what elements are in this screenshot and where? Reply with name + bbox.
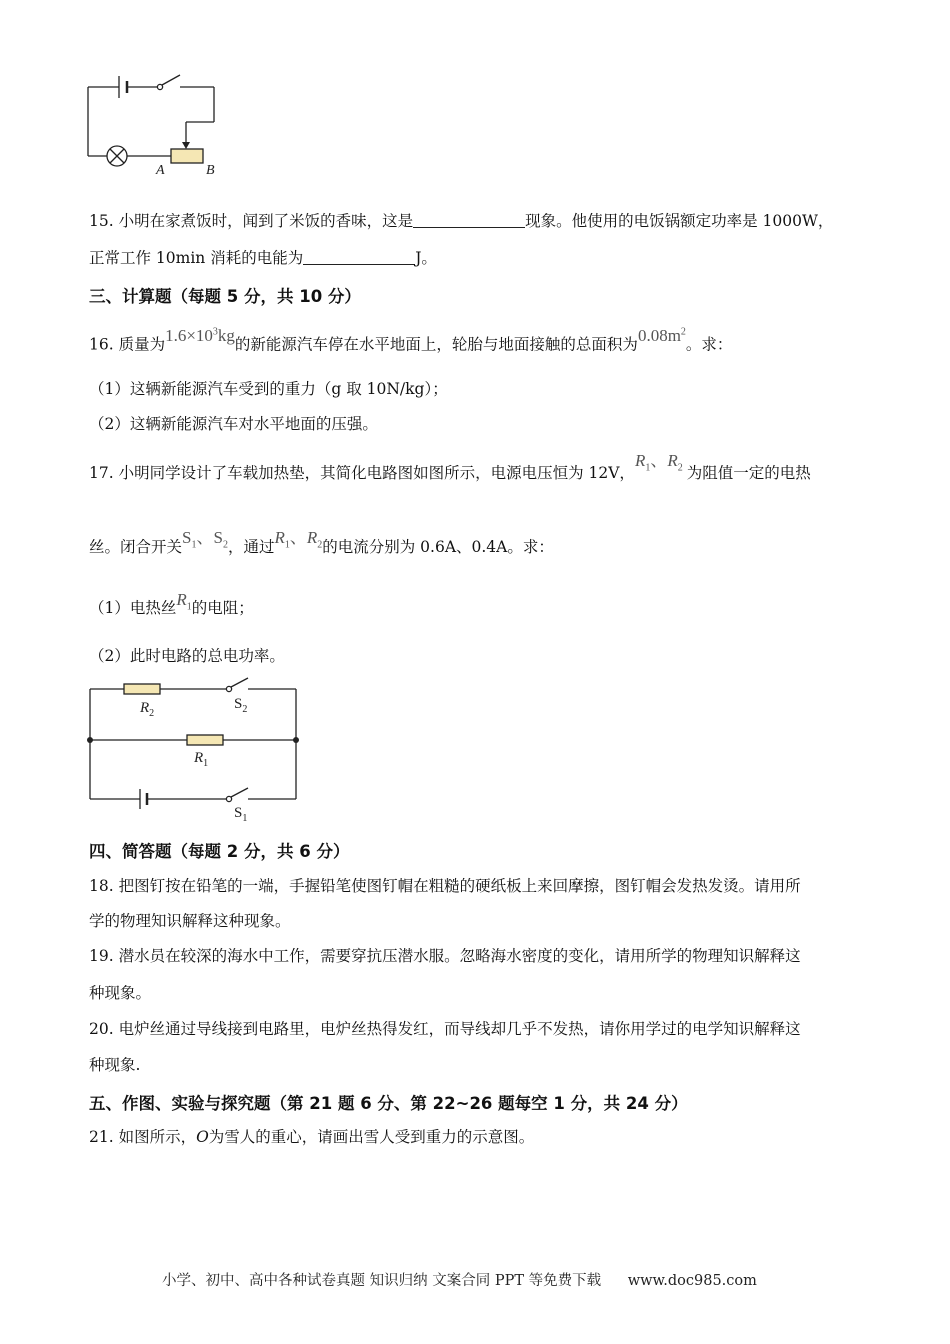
section3-heading: 三、计算题（每题 5 分，共 10 分） [89,287,361,306]
q17-text-1: 17. 小明同学设计了车载加热垫，其简化电路图如图所示，电源电压恒为 12V， [89,464,635,482]
q16-line [89,325,733,356]
footer [162,1269,757,1290]
label-s1-sub: 1 [242,813,248,824]
q15-text-2: 现象。他使用的电饭锅额定功率是 1000W， [525,212,834,230]
label-s1-main: S [234,805,243,821]
q17-text-3: 丝。闭合开关 [89,538,183,556]
q20-line1: 20. 电炉丝通过导线接到电路里，电炉丝热得发红，而导线却几乎不发热，请你用学过的电学知识解释这 [89,1020,801,1038]
resistor-r2 [124,684,160,694]
resistor-r1 [187,735,223,745]
footer-url[interactable]: www.doc985.com [627,1273,757,1289]
label-r2-main: R [140,700,150,716]
slider-arrow [182,142,190,149]
r-sub-2: 2 [317,539,323,551]
label-a: A [156,163,165,178]
label-s2-sub: 2 [242,704,248,715]
q21-text-1: 21. 如图所示， [89,1128,197,1146]
q17-text-2: 为阻值一定的电热 [686,464,811,482]
q17-r1-r2 [634,451,683,474]
circuit-diagram-rheostat [80,68,230,180]
q17-sub2: （2）此时电路的总电功率。 [89,647,285,665]
q17-r1 [176,590,192,613]
q15-text-3: 正常工作 10min 消耗的电能为 [89,249,304,267]
q18-line1: 18. 把图钉按在铅笔的一端，手握铅笔使图钉帽在粗糙的硬纸板上来回摩擦，图钉帽会发热发烫。请用所 [89,877,801,895]
q21-line [89,1126,534,1148]
label-r1-sub: 1 [203,758,209,769]
q16-sub1: （1）这辆新能源汽车受到的重力（g 取 10N/kg）； [89,380,448,398]
circuit-diagram-heating-pad [84,676,306,826]
switch-s2-pivot [226,686,231,691]
q16-area-exp: 2 [680,326,686,337]
r-symbol: R [634,451,646,470]
q17-line1 [89,451,811,491]
q16-sub2: （2）这辆新能源汽车对水平地面的压强。 [89,415,378,433]
r-symbol: R [306,528,318,547]
label-s2 [234,696,247,715]
q19-line2: 种现象。 [89,984,152,1002]
s-sub-1: 1 [191,539,197,551]
s-symbol: S [182,528,192,547]
q16-mass-exp: 3 [212,326,218,337]
section5-heading: 五、作图、实验与探究题（第 21 题 6 分、第 22~26 题每空 1 分，共 24 分） [89,1094,688,1113]
q21-o: O [196,1128,209,1146]
s-symbol: S [213,528,223,547]
footer-text: 小学、初中、高中各种试卷真题 知识归纳 文案合同 PPT 等免费下载 [162,1273,602,1289]
q17-sub1 [89,590,254,626]
q15-blank-2 [303,248,415,265]
q19-line1: 19. 潜水员在较深的海水中工作，需要穿抗压潜水服。忽略海水密度的变化，请用所学的物理知识解释这 [89,947,801,965]
q18-line2: 学的物理知识解释这种现象。 [89,912,291,930]
switch-s2-blade [231,678,248,687]
section4-heading: 四、简答题（每题 2 分，共 6 分） [89,842,350,861]
q16-text-2: 的新能源汽车停在水平地面上，轮胎与地面接触的总面积为 [234,335,638,354]
rheostat [171,149,203,163]
q20-line2: 种现象. [89,1056,141,1074]
sep: 、 [289,528,307,547]
q16-text-3: 。求： [685,335,733,354]
q16-area [638,326,686,345]
q16-mass-value: 1.6×10 [165,325,213,345]
sep: 、 [650,451,668,470]
q17-r1-r2-b [274,528,323,551]
r-sub-1: 1 [186,601,192,613]
r-sub-2: 2 [677,462,683,474]
q16-text-1: 16. 质量为 [89,335,166,354]
label-r2 [139,700,154,719]
q17-text-5: 的电流分别为 0.6A、0.4A。求： [322,538,554,556]
r-symbol: R [667,451,678,470]
q15-text-1: 15. 小明在家煮饭时，闻到了米饭的香味，这是 [89,212,414,230]
q16-mass-unit: kg [217,325,235,345]
q17-s1-s2 [182,528,228,551]
junction-left [87,737,93,743]
q16-mass [165,326,235,345]
switch-blade [162,75,180,85]
q15-blank-1 [413,211,525,228]
s-sub-2: 2 [222,539,228,551]
r-symbol: R [176,590,187,609]
sep: 、 [196,528,214,547]
q17-text-4: ，通过 [227,538,275,556]
q17-line2 [89,528,554,565]
r-sub-1: 1 [284,539,290,551]
label-s1 [234,805,247,824]
label-r1-main: R [194,750,204,766]
label-r2-sub: 2 [149,708,155,719]
switch-s1-blade [231,788,248,797]
q16-area-value: 0.08m [637,325,681,345]
q17-sub1-pre: （1）电热丝 [89,599,177,617]
label-b: B [206,163,215,178]
q15-text-4: J。 [415,249,437,267]
q17-sub1-post: 的电阻； [191,599,254,617]
q21-text-2: 为雪人的重心，请画出雪人受到重力的示意图。 [208,1128,535,1146]
junction-right [293,737,299,743]
switch-pivot [157,84,162,89]
label-r1 [193,750,208,769]
q15-line1 [89,210,833,232]
r-symbol: R [274,528,285,547]
switch-s1-pivot [226,796,231,801]
label-s2-main: S [234,696,243,712]
r-sub-1: 1 [645,462,651,474]
q15-line2 [89,247,437,269]
